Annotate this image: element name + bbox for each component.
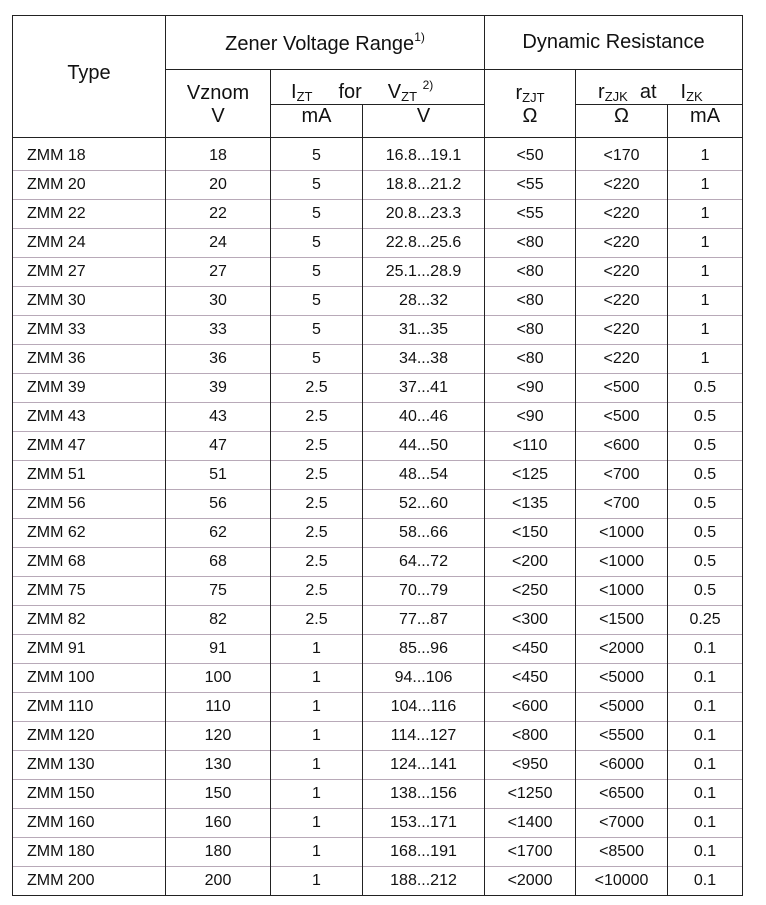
- table-row: [13, 664, 743, 693]
- vzt-range-cell: 34...38: [363, 345, 485, 374]
- table-row: [13, 519, 743, 548]
- vznom-cell: 110: [166, 693, 271, 722]
- rzjk-cell: <170: [576, 138, 668, 171]
- rzjk-cell: <1000: [576, 577, 668, 606]
- izt-cell: 5: [271, 345, 363, 374]
- rzjk-cell: <1000: [576, 548, 668, 577]
- izt-cell: 5: [271, 229, 363, 258]
- table-row: [13, 229, 743, 258]
- vznom-cell: 33: [166, 316, 271, 345]
- vzt-subscript: ZT: [401, 89, 418, 104]
- vzt-range-cell: 16.8...19.1: [363, 138, 485, 171]
- rzjt-cell: <135: [485, 490, 576, 519]
- izk-cell: 1: [668, 287, 743, 316]
- vzt-range-cell: 22.8...25.6: [363, 229, 485, 258]
- izt-cell: 1: [271, 693, 363, 722]
- vzt-range-cell: 52...60: [363, 490, 485, 519]
- izt-cell: 1: [271, 635, 363, 664]
- rzjt-cell: <450: [485, 664, 576, 693]
- table-row: [13, 780, 743, 809]
- vzt-range-cell: 188...212: [363, 867, 485, 896]
- rzjk-label: r: [598, 81, 605, 103]
- izk-cell: 0.1: [668, 838, 743, 867]
- izk-cell: 1: [668, 200, 743, 229]
- izk-cell: 0.5: [668, 432, 743, 461]
- rzjt-subscript: ZJT: [522, 89, 545, 105]
- type-cell: ZMM 150: [13, 780, 166, 809]
- rzjt-cell: <300: [485, 606, 576, 635]
- rzjt-unit: [485, 105, 576, 138]
- izt-cell: 2.5: [271, 606, 363, 635]
- izk-cell: 0.5: [668, 490, 743, 519]
- vznom-cell: 62: [166, 519, 271, 548]
- vzt-range-cell: 168...191: [363, 838, 485, 867]
- rzjt-cell: <90: [485, 403, 576, 432]
- izt-cell: 2.5: [271, 519, 363, 548]
- type-cell: ZMM 130: [13, 751, 166, 780]
- izk-cell: 0.1: [668, 867, 743, 896]
- rzjk-cell: <220: [576, 200, 668, 229]
- izt-cell: 1: [271, 809, 363, 838]
- izt-cell: 5: [271, 138, 363, 171]
- izt-cell: 2.5: [271, 461, 363, 490]
- vzt-range-cell: 77...87: [363, 606, 485, 635]
- vznom-cell: 120: [166, 722, 271, 751]
- izk-cell: 0.5: [668, 374, 743, 403]
- rzjt-cell: <1700: [485, 838, 576, 867]
- izt-cell: 1: [271, 751, 363, 780]
- vznom-cell: 91: [166, 635, 271, 664]
- table-row: [13, 345, 743, 374]
- rzjt-cell: <80: [485, 316, 576, 345]
- type-cell: ZMM 68: [13, 548, 166, 577]
- vzt-range-cell: 153...171: [363, 809, 485, 838]
- vzt-range-cell: 20.8...23.3: [363, 200, 485, 229]
- vzt-range-cell: 31...35: [363, 316, 485, 345]
- izt-cell: 1: [271, 838, 363, 867]
- type-cell: ZMM 20: [13, 171, 166, 200]
- vzt-range-cell: 18.8...21.2: [363, 171, 485, 200]
- table-header: [13, 16, 743, 138]
- rzjk-cell: <700: [576, 461, 668, 490]
- type-cell: ZMM 39: [13, 374, 166, 403]
- izk-cell: 0.5: [668, 548, 743, 577]
- rzjk-cell: <220: [576, 229, 668, 258]
- rzjt-cell: <55: [485, 200, 576, 229]
- vznom-cell: 47: [166, 432, 271, 461]
- table-row: [13, 374, 743, 403]
- rzjt-unit-label: Ω: [522, 104, 538, 127]
- type-cell: ZMM 160: [13, 809, 166, 838]
- rzjt-cell: <110: [485, 432, 576, 461]
- izt-vzt-header: [271, 70, 485, 105]
- vznom-cell: 68: [166, 548, 271, 577]
- vzt-label: V: [387, 81, 402, 103]
- izt-cell: 2.5: [271, 548, 363, 577]
- rzjt-header: [485, 70, 576, 105]
- izk-unit: [668, 105, 743, 138]
- table-row: [13, 200, 743, 229]
- rzjt-cell: <600: [485, 693, 576, 722]
- vzt-range-cell: 70...79: [363, 577, 485, 606]
- vzt-range-cell: 44...50: [363, 432, 485, 461]
- table-row: [13, 606, 743, 635]
- table-row: [13, 490, 743, 519]
- vznom-cell: 24: [166, 229, 271, 258]
- type-cell: ZMM 36: [13, 345, 166, 374]
- rzjk-cell: <10000: [576, 867, 668, 896]
- rzjk-cell: <500: [576, 374, 668, 403]
- rzjt-cell: <125: [485, 461, 576, 490]
- izk-cell: 0.1: [668, 693, 743, 722]
- rzjk-subscript: ZJK: [604, 89, 628, 104]
- vznom-cell: 22: [166, 200, 271, 229]
- izt-cell: 5: [271, 287, 363, 316]
- rzjk-cell: <5500: [576, 722, 668, 751]
- type-cell: ZMM 100: [13, 664, 166, 693]
- rzjk-cell: <500: [576, 403, 668, 432]
- vzt-range-cell: 85...96: [363, 635, 485, 664]
- dynamic-resistance-header: [485, 16, 743, 70]
- izk-cell: 0.1: [668, 780, 743, 809]
- izt-cell: 2.5: [271, 374, 363, 403]
- table-row: [13, 138, 743, 171]
- table-row: [13, 809, 743, 838]
- izt-cell: 5: [271, 200, 363, 229]
- vzt-range-cell: 64...72: [363, 548, 485, 577]
- at-label: at: [639, 81, 657, 103]
- izt-cell: 1: [271, 664, 363, 693]
- rzjt-cell: <80: [485, 345, 576, 374]
- table-row: [13, 316, 743, 345]
- table-row: [13, 403, 743, 432]
- izt-cell: 5: [271, 316, 363, 345]
- vznom-cell: 130: [166, 751, 271, 780]
- rzjk-cell: <220: [576, 258, 668, 287]
- footnote-2-marker: 2): [422, 78, 434, 92]
- vznom-cell: 100: [166, 664, 271, 693]
- type-cell: ZMM 33: [13, 316, 166, 345]
- izt-cell: 5: [271, 171, 363, 200]
- rzjt-cell: <80: [485, 258, 576, 287]
- rzjk-cell: <6500: [576, 780, 668, 809]
- izt-cell: 2.5: [271, 577, 363, 606]
- rzjt-cell: <200: [485, 548, 576, 577]
- table-row: [13, 867, 743, 896]
- vzt-range-cell: 48...54: [363, 461, 485, 490]
- vznom-cell: 150: [166, 780, 271, 809]
- izk-cell: 0.25: [668, 606, 743, 635]
- rzjk-cell: <7000: [576, 809, 668, 838]
- type-cell: ZMM 18: [13, 138, 166, 171]
- zener-range-header: [166, 16, 485, 70]
- rzjt-cell: <2000: [485, 867, 576, 896]
- vznom-cell: 39: [166, 374, 271, 403]
- izt-label: I: [291, 81, 297, 103]
- rzjt-cell: <90: [485, 374, 576, 403]
- vznom-cell: 56: [166, 490, 271, 519]
- rzjt-cell: <250: [485, 577, 576, 606]
- vzt-range-cell: 58...66: [363, 519, 485, 548]
- footnote-1-marker: 1): [414, 29, 425, 44]
- vznom-cell: 27: [166, 258, 271, 287]
- vzt-range-cell: 124...141: [363, 751, 485, 780]
- izk-cell: 0.1: [668, 809, 743, 838]
- vznom-cell: 75: [166, 577, 271, 606]
- vznom-cell: 200: [166, 867, 271, 896]
- izt-cell: 5: [271, 258, 363, 287]
- vznom-cell: 18: [166, 138, 271, 171]
- vzt-range-cell: 138...156: [363, 780, 485, 809]
- type-cell: ZMM 22: [13, 200, 166, 229]
- izk-cell: 0.5: [668, 461, 743, 490]
- rzjt-cell: <1250: [485, 780, 576, 809]
- izk-label: I: [680, 81, 687, 103]
- izk-cell: 0.1: [668, 722, 743, 751]
- for-label: for: [338, 81, 362, 103]
- rzjt-cell: <80: [485, 229, 576, 258]
- vznom-cell: 180: [166, 838, 271, 867]
- izk-cell: 1: [668, 258, 743, 287]
- izt-unit: [271, 105, 363, 138]
- izk-cell: 1: [668, 316, 743, 345]
- type-cell: ZMM 51: [13, 461, 166, 490]
- vzt-range-cell: 40...46: [363, 403, 485, 432]
- rzjk-unit-label: Ω: [614, 105, 629, 127]
- vznom-cell: 36: [166, 345, 271, 374]
- rzjt-cell: <450: [485, 635, 576, 664]
- rzjk-cell: <8500: [576, 838, 668, 867]
- type-cell: ZMM 24: [13, 229, 166, 258]
- type-cell: ZMM 27: [13, 258, 166, 287]
- rzjk-cell: <220: [576, 171, 668, 200]
- izt-cell: 1: [271, 780, 363, 809]
- type-cell: ZMM 110: [13, 693, 166, 722]
- izt-cell: 2.5: [271, 403, 363, 432]
- type-cell: ZMM 56: [13, 490, 166, 519]
- table-row: [13, 548, 743, 577]
- table-row: [13, 461, 743, 490]
- table-row: [13, 838, 743, 867]
- izk-unit-label: mA: [690, 105, 721, 127]
- dynamic-resistance-label: Dynamic Resistance: [522, 31, 705, 53]
- rzjk-cell: <5000: [576, 664, 668, 693]
- rzjk-cell: <220: [576, 316, 668, 345]
- izt-cell: 2.5: [271, 432, 363, 461]
- rzjk-cell: <5000: [576, 693, 668, 722]
- vznom-cell: 43: [166, 403, 271, 432]
- rzjk-cell: <220: [576, 287, 668, 316]
- vzt-unit: [363, 105, 485, 138]
- table-row: [13, 722, 743, 751]
- type-cell: ZMM 82: [13, 606, 166, 635]
- izk-cell: 1: [668, 171, 743, 200]
- type-cell: ZMM 91: [13, 635, 166, 664]
- izk-cell: 1: [668, 229, 743, 258]
- izk-cell: 0.1: [668, 635, 743, 664]
- izk-cell: 1: [668, 345, 743, 374]
- rzjt-label: r: [515, 81, 523, 104]
- izk-cell: 0.1: [668, 751, 743, 780]
- izt-unit-label: mA: [301, 105, 332, 127]
- rzjk-unit: [576, 105, 668, 138]
- rzjt-cell: <80: [485, 287, 576, 316]
- type-cell: ZMM 120: [13, 722, 166, 751]
- rzjk-cell: <6000: [576, 751, 668, 780]
- vzt-range-cell: 114...127: [363, 722, 485, 751]
- type-header-label: Type: [67, 62, 111, 84]
- type-cell: ZMM 200: [13, 867, 166, 896]
- table-body: [13, 138, 743, 896]
- table-row: [13, 635, 743, 664]
- vzt-range-cell: 37...41: [363, 374, 485, 403]
- izk-cell: 0.5: [668, 519, 743, 548]
- izk-cell: 0.5: [668, 577, 743, 606]
- rzjk-izk-header: [576, 70, 743, 105]
- vzt-range-cell: 104...116: [363, 693, 485, 722]
- rzjt-cell: <50: [485, 138, 576, 171]
- rzjt-cell: <1400: [485, 809, 576, 838]
- vznom-unit: [166, 105, 271, 138]
- type-cell: ZMM 43: [13, 403, 166, 432]
- vzt-range-cell: 25.1...28.9: [363, 258, 485, 287]
- table-row: [13, 258, 743, 287]
- rzjt-cell: <55: [485, 171, 576, 200]
- rzjk-cell: <2000: [576, 635, 668, 664]
- vzt-range-cell: 28...32: [363, 287, 485, 316]
- table-row: [13, 577, 743, 606]
- vznom-cell: 51: [166, 461, 271, 490]
- rzjk-cell: <1500: [576, 606, 668, 635]
- table-row: [13, 693, 743, 722]
- rzjt-cell: <950: [485, 751, 576, 780]
- type-header: [13, 16, 166, 138]
- vznom-cell: 30: [166, 287, 271, 316]
- vznom-cell: 82: [166, 606, 271, 635]
- type-cell: ZMM 75: [13, 577, 166, 606]
- izt-cell: 1: [271, 722, 363, 751]
- izt-subscript: ZT: [296, 89, 313, 104]
- type-cell: ZMM 47: [13, 432, 166, 461]
- table-row: [13, 287, 743, 316]
- vzt-range-cell: 94...106: [363, 664, 485, 693]
- izk-cell: 1: [668, 138, 743, 171]
- table-row: [13, 751, 743, 780]
- vznom-unit-label: V: [211, 104, 225, 127]
- vzt-unit-label: V: [416, 105, 431, 127]
- vznom-header: [166, 70, 271, 105]
- izk-subscript: ZK: [686, 89, 703, 104]
- izk-cell: 0.5: [668, 403, 743, 432]
- type-cell: ZMM 62: [13, 519, 166, 548]
- rzjk-cell: <700: [576, 490, 668, 519]
- table-row: [13, 171, 743, 200]
- izt-cell: 2.5: [271, 490, 363, 519]
- table-row: [13, 432, 743, 461]
- vznom-cell: 20: [166, 171, 271, 200]
- zener-diode-table: [12, 15, 743, 896]
- rzjt-cell: <150: [485, 519, 576, 548]
- type-cell: ZMM 30: [13, 287, 166, 316]
- rzjk-cell: <600: [576, 432, 668, 461]
- izt-cell: 1: [271, 867, 363, 896]
- rzjt-cell: <800: [485, 722, 576, 751]
- rzjk-cell: <220: [576, 345, 668, 374]
- type-cell: ZMM 180: [13, 838, 166, 867]
- rzjk-cell: <1000: [576, 519, 668, 548]
- vznom-label: Vznom: [186, 81, 250, 104]
- izk-cell: 0.1: [668, 664, 743, 693]
- zener-range-label: Zener Voltage Range: [225, 32, 415, 55]
- vznom-cell: 160: [166, 809, 271, 838]
